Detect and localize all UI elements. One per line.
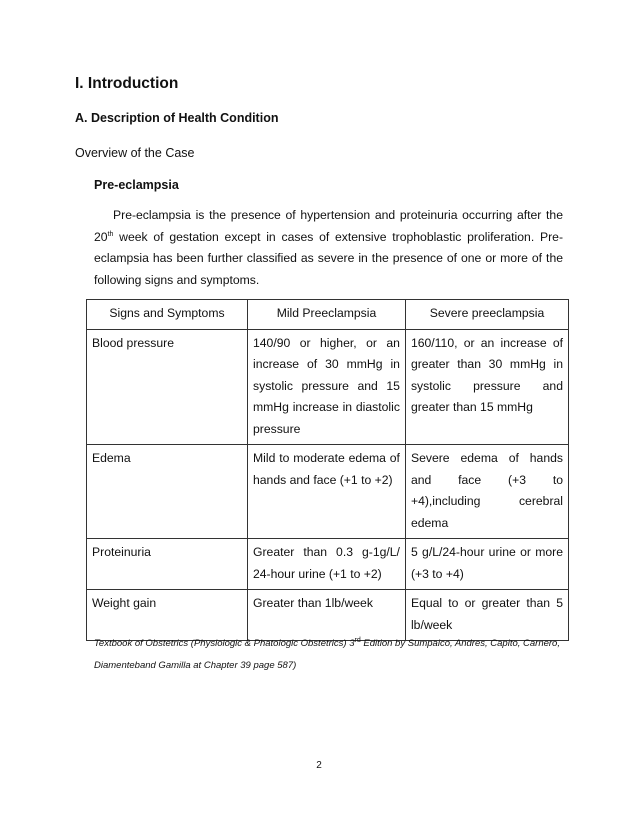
subheading: Pre-eclampsia [94, 178, 179, 192]
table-row [87, 445, 569, 539]
paragraph-part1: Pre-eclampsia is the presence of hypertension and proteinuria occurring after the 20 [94, 208, 563, 244]
citation-superscript: rd [354, 636, 361, 644]
table-cell: Severe edema of hands and face (+3 to +4),including cerebral edema [405, 445, 568, 539]
overview-label: Overview of the Case [75, 146, 195, 160]
table-cell: Mild to moderate edema of hands and face (+1 to +2) [248, 445, 406, 539]
citation-part2: Edition by Sumpaico, Andres, Capito, Carnero, Diamenteband Gamilla at Chapter 39 page 587) [94, 638, 560, 671]
paragraph-part2: week of gestation except in cases of extensive trophoblastic proliferation. Pre-eclampsia has been further classified as severe in the presence of one or more of the following signs and symptoms. [94, 229, 563, 287]
citation [94, 633, 566, 677]
page-heading: I. Introduction [75, 75, 179, 92]
table-cell: 140/90 or higher, or an increase of 30 mmHg in systolic pressure and 15 mmHg increase in diastolic pressure [248, 329, 406, 445]
section-title: A. Description of Health Condition [75, 111, 279, 125]
table-cell: Greater than 1lb/week [248, 590, 406, 641]
citation-part1: Textbook of Obstetrics (Physiologic & Phatologic Obstetrics) 3 [94, 638, 355, 649]
table-cell: Blood pressure [87, 329, 248, 445]
table-cell: Proteinuria [87, 539, 248, 590]
page-number: 2 [316, 760, 322, 771]
intro-paragraph [94, 205, 563, 291]
table-row [87, 329, 569, 445]
table-cell: Equal to or greater than 5 lb/week [405, 590, 568, 641]
table-cell: Edema [87, 445, 248, 539]
table-header-row [87, 300, 569, 330]
table-cell: 160/110, or an increase of greater than 30 mmHg in systolic pressure and greater than 15 mmHg [405, 329, 568, 445]
table-header: Mild Preeclampsia [248, 300, 406, 330]
table-cell: 5 g/L/24-hour urine or more (+3 to +4) [405, 539, 568, 590]
table-header: Severe preeclampsia [405, 300, 568, 330]
table-cell: Weight gain [87, 590, 248, 641]
signs-symptoms-table [86, 299, 569, 641]
table-cell: Greater than 0.3 g-1g/L/ 24-hour urine (+1 to +2) [248, 539, 406, 590]
paragraph-superscript: th [107, 230, 114, 238]
table-row [87, 539, 569, 590]
table-header: Signs and Symptoms [87, 300, 248, 330]
